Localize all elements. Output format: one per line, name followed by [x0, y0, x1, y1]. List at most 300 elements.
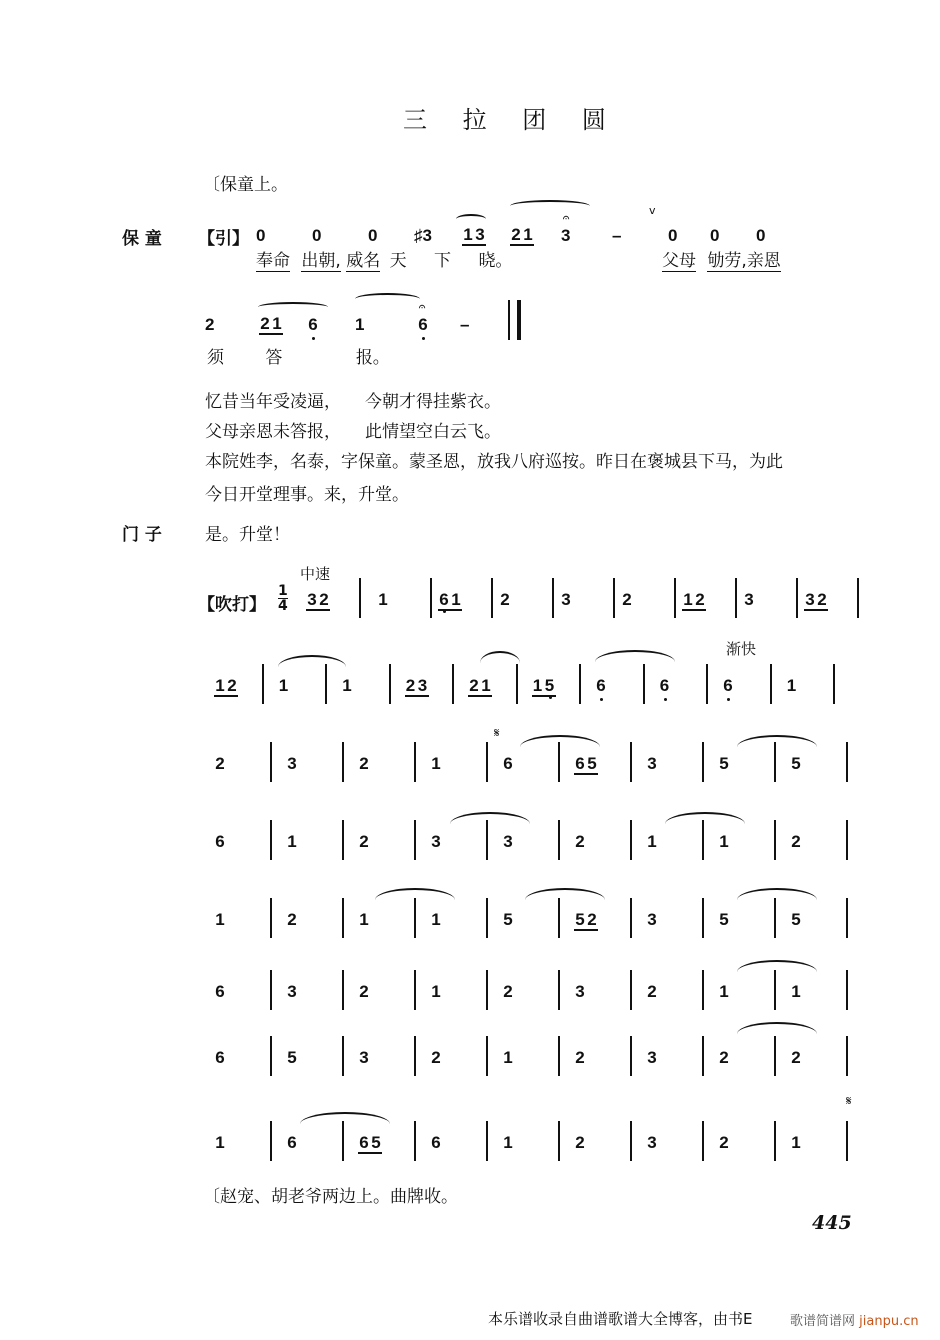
- barline: [706, 664, 708, 704]
- note: 1: [719, 982, 729, 1001]
- note: 1: [503, 1133, 513, 1152]
- note: 2: [359, 832, 369, 851]
- fermata-icon: 𝄐: [419, 301, 426, 313]
- slur: [595, 650, 675, 662]
- note: 5: [575, 910, 585, 929]
- note: 2: [791, 1048, 801, 1067]
- barline: [630, 898, 632, 938]
- measure: [502, 832, 514, 852]
- slur: [278, 655, 346, 667]
- note-cell: [574, 982, 586, 1001]
- note: 1: [272, 314, 282, 333]
- note-cell: [574, 1048, 586, 1067]
- barline: [846, 970, 848, 1010]
- note: 2: [205, 315, 215, 334]
- intro-tag: 【引】: [198, 229, 249, 249]
- footer-credit: 本乐谱收录自曲谱歌谱大全博客，由书E: [488, 1310, 753, 1328]
- measure: [358, 1133, 382, 1154]
- barline: [702, 820, 704, 860]
- note-cell: [743, 590, 755, 609]
- note: 6: [596, 676, 606, 695]
- note-cell: [214, 1133, 226, 1152]
- note-cell: [358, 910, 370, 929]
- fermata-icon: 𝄐: [563, 212, 570, 224]
- slur: [737, 888, 817, 900]
- barline: [389, 664, 391, 704]
- note-cell: [790, 1133, 802, 1152]
- note-group: [682, 591, 706, 611]
- barline: [702, 898, 704, 938]
- barline: [833, 664, 835, 704]
- note: 5: [791, 910, 801, 929]
- note: 3: [744, 590, 754, 609]
- note-group: [214, 677, 238, 697]
- note-cell: [646, 832, 658, 851]
- note: 0: [668, 226, 678, 245]
- note: 2: [227, 676, 237, 695]
- barline: [558, 970, 560, 1010]
- note: 1: [451, 590, 461, 609]
- tempo-change-marking: 渐快: [726, 640, 757, 658]
- note: 1: [523, 225, 533, 244]
- slur: [665, 812, 745, 824]
- barline: [342, 898, 344, 938]
- slur: [456, 214, 486, 224]
- measure: [718, 754, 730, 774]
- note-cell: [286, 910, 298, 929]
- note: 1: [463, 225, 473, 244]
- measure: [286, 832, 298, 852]
- note: 1: [215, 910, 225, 929]
- measure: [430, 910, 442, 930]
- note-cell: [502, 1133, 514, 1152]
- note-cell: [430, 982, 442, 1001]
- note-cell: [499, 590, 511, 609]
- note: 1: [278, 676, 289, 695]
- note: 2: [575, 832, 585, 851]
- barline: [702, 742, 704, 782]
- note-cell: [286, 1133, 298, 1152]
- score-row: [0, 676, 940, 726]
- note: –: [460, 315, 470, 334]
- slur: [375, 888, 455, 900]
- note: ♯3: [414, 226, 432, 245]
- lyrics-line-1b: [662, 246, 781, 271]
- note-cell: [621, 590, 633, 609]
- score-row: [0, 1133, 940, 1183]
- lyric: 亲恩: [746, 251, 781, 271]
- barline: [774, 742, 776, 782]
- barline: [643, 664, 645, 704]
- note-cell: [358, 832, 370, 851]
- note: 6: [431, 1133, 441, 1152]
- note: 3: [647, 754, 657, 773]
- verse-line: [205, 417, 501, 442]
- note: 2: [503, 982, 513, 1001]
- barline: [558, 898, 560, 938]
- page-title: 三 拉 团 圆: [403, 106, 620, 134]
- measure: [358, 754, 370, 774]
- barline: [414, 898, 416, 938]
- note-cell: [790, 832, 802, 851]
- note-cell: [718, 910, 730, 929]
- note-cell: [214, 832, 226, 851]
- note-cell: [341, 676, 353, 695]
- note: 2: [215, 754, 225, 773]
- note: 3: [287, 982, 297, 1001]
- note-cell: [790, 910, 802, 929]
- note-cell: [214, 754, 226, 773]
- barline: [270, 1036, 272, 1076]
- note: 1: [359, 910, 369, 929]
- barline: [579, 664, 581, 704]
- note-cell: [358, 982, 370, 1001]
- measure: [646, 832, 658, 852]
- note: 0: [756, 226, 766, 245]
- note: 5: [719, 754, 729, 773]
- note: 2: [719, 1133, 729, 1152]
- dialogue-line: 是。升堂！: [205, 525, 290, 545]
- note: 1: [431, 754, 441, 773]
- note-cell: [595, 676, 607, 695]
- barline: [486, 898, 488, 938]
- measure: [790, 754, 802, 774]
- barline: [359, 578, 361, 618]
- note-cell: [430, 1133, 442, 1152]
- lyric: 答: [265, 348, 283, 368]
- measure: [532, 676, 556, 697]
- slur: [258, 302, 328, 312]
- barline: [796, 578, 798, 618]
- note: 2: [319, 590, 329, 609]
- barline: [342, 970, 344, 1010]
- barline: [270, 820, 272, 860]
- lyric: 报。: [355, 348, 390, 368]
- stage-direction: 〔赵宠、胡老爷两边上。曲牌收。: [203, 1187, 458, 1207]
- barline: [674, 578, 676, 618]
- measure: [646, 1133, 658, 1153]
- note: 6 𝄐: [418, 301, 428, 334]
- measure: [502, 1133, 514, 1153]
- role-name: 门 子: [122, 525, 162, 545]
- verse-line: [205, 387, 501, 412]
- measure: [786, 676, 798, 696]
- note-cell: [790, 982, 802, 1001]
- measure: [405, 676, 429, 697]
- note: –: [612, 226, 622, 245]
- barline: [270, 1121, 272, 1161]
- note: 5: [719, 910, 729, 929]
- note-cell: [214, 910, 226, 929]
- measure: [502, 1048, 514, 1068]
- measure: [358, 832, 370, 852]
- measure: [358, 982, 370, 1002]
- watermark-site-url: jianpu.cn: [859, 1314, 919, 1329]
- lyrics-line-2: [207, 343, 390, 368]
- measure: [214, 982, 226, 1002]
- measure: [790, 910, 802, 930]
- barline: [414, 742, 416, 782]
- note-group: [259, 315, 283, 335]
- note: 1: [378, 590, 388, 609]
- note-group: [574, 755, 598, 775]
- note: 5: [371, 1133, 381, 1152]
- barline: [702, 970, 704, 1010]
- note: 3: [417, 676, 428, 695]
- barline: [558, 820, 560, 860]
- lyrics-line-1: [256, 246, 512, 271]
- verse-half: 父母亲恩未答报，: [205, 422, 341, 442]
- note: 1: [287, 832, 297, 851]
- breath-mark: v: [649, 204, 656, 217]
- score-row: [0, 590, 940, 640]
- note: 2: [500, 590, 510, 609]
- barline: [846, 1036, 848, 1076]
- measure: [286, 1133, 298, 1153]
- tempo-marking: 中速: [300, 565, 331, 583]
- measure: [430, 1048, 442, 1068]
- measure: [718, 982, 730, 1002]
- note-group: [804, 591, 828, 611]
- barline: [702, 1121, 704, 1161]
- note-cell: [646, 1133, 658, 1152]
- note: 3: [647, 1133, 657, 1152]
- note-cell: [560, 590, 572, 609]
- measure: [306, 590, 330, 611]
- note-cell: [286, 1048, 298, 1067]
- barline: [486, 1036, 488, 1076]
- measure: [595, 676, 607, 696]
- barline: [630, 1036, 632, 1076]
- barline: [270, 742, 272, 782]
- barline: [774, 820, 776, 860]
- note-cell: [718, 1133, 730, 1152]
- note-cell: [790, 1048, 802, 1067]
- lyric: 天: [389, 251, 407, 271]
- note-cell: [646, 982, 658, 1001]
- slur: [510, 200, 590, 212]
- note-cell: [502, 754, 514, 773]
- note: 6: [215, 982, 225, 1001]
- note-cell: [502, 832, 514, 851]
- note-cell: [718, 1048, 730, 1067]
- note: 1: [342, 676, 352, 695]
- barline: [702, 1036, 704, 1076]
- note-cell: [718, 832, 730, 851]
- note-cell: [430, 832, 442, 851]
- note-group: [532, 677, 556, 697]
- measure: [718, 1133, 730, 1153]
- note: 2: [431, 1048, 441, 1067]
- measure: [468, 676, 492, 697]
- note: 5: [503, 910, 513, 929]
- measure: [646, 754, 658, 774]
- note: 0: [710, 226, 720, 245]
- measure: [659, 676, 671, 696]
- note-cell: [430, 910, 442, 929]
- note: 6: [359, 1133, 369, 1152]
- measure: [430, 754, 442, 774]
- measure: [502, 910, 514, 930]
- barline: [414, 970, 416, 1010]
- note: 0: [312, 226, 322, 245]
- note-cell: [430, 754, 442, 773]
- note: 2: [260, 314, 270, 333]
- note: 3: [647, 1048, 657, 1067]
- measure: [718, 910, 730, 930]
- note-cell: [718, 982, 730, 1001]
- lyric: 下: [434, 251, 452, 271]
- barline: [342, 820, 344, 860]
- measure: [560, 590, 572, 610]
- note-cell: [786, 676, 798, 695]
- slur: [480, 651, 520, 663]
- barline: [558, 742, 560, 782]
- note-cell: [659, 676, 671, 695]
- note: 3: [431, 832, 441, 851]
- note: 3: [647, 910, 657, 929]
- measure: [502, 754, 514, 774]
- final-barline: [508, 300, 521, 340]
- barline: [486, 820, 488, 860]
- barline: [552, 578, 554, 618]
- note: 3: [359, 1048, 369, 1067]
- note-cell: [214, 1048, 226, 1067]
- note: 1: [355, 315, 365, 334]
- note-group: [405, 677, 429, 697]
- measure: [722, 676, 734, 696]
- barline: [342, 1121, 344, 1161]
- segno-sign: 𝄋: [846, 1094, 852, 1109]
- barline: [486, 970, 488, 1010]
- measure: [790, 1048, 802, 1068]
- barline: [846, 898, 848, 938]
- barline: [270, 898, 272, 938]
- note: 6: [723, 676, 733, 695]
- measure: [286, 754, 298, 774]
- measure: [430, 832, 442, 852]
- barline: [630, 1121, 632, 1161]
- measure: [358, 1048, 370, 1068]
- barline: [516, 664, 518, 704]
- time-sig-bottom: 4: [278, 598, 288, 614]
- barline: [486, 1121, 488, 1161]
- note-cell: [286, 982, 298, 1001]
- note: 2: [791, 832, 801, 851]
- measure: [574, 982, 586, 1002]
- measure: [646, 982, 658, 1002]
- barline: [846, 742, 848, 782]
- note-cell: [646, 910, 658, 929]
- measure: [621, 590, 633, 610]
- note-cell: [214, 982, 226, 1001]
- measure: [438, 590, 462, 611]
- speech-line: 本院姓李，名泰，字保童。蒙圣恩，放我八府巡按。昨日在褒城县下马，为此: [205, 452, 783, 472]
- lyric: 出朝,: [301, 251, 341, 271]
- measure: [341, 676, 353, 696]
- note: 2: [647, 982, 657, 1001]
- measure: [214, 754, 226, 774]
- barline: [491, 578, 493, 618]
- note-cell: [358, 754, 370, 773]
- barline: [774, 1121, 776, 1161]
- note: 2: [287, 910, 297, 929]
- slur: [737, 735, 817, 747]
- barline: [857, 578, 859, 618]
- note: 1: [532, 676, 543, 695]
- note: 2: [817, 590, 827, 609]
- slur: [355, 293, 420, 305]
- note-cell: [646, 1048, 658, 1067]
- role-name: 保 童: [122, 229, 162, 249]
- note: 6: [575, 754, 585, 773]
- measure: [574, 754, 598, 775]
- slur: [450, 812, 530, 824]
- verse-half: 忆昔当年受凌逼，: [205, 392, 341, 412]
- note-cell: [646, 754, 658, 773]
- barline: [270, 970, 272, 1010]
- measure: [214, 1048, 226, 1068]
- slur: [737, 960, 817, 972]
- slur: [520, 735, 600, 747]
- note-cell: [790, 754, 802, 773]
- barline: [342, 1036, 344, 1076]
- measure: [790, 982, 802, 1002]
- note: 1: [791, 1133, 801, 1152]
- speech-line: 今日开堂理事。来，升堂。: [205, 485, 409, 505]
- note: 5: [587, 754, 597, 773]
- note-cell: [502, 1048, 514, 1067]
- note: 1: [431, 982, 441, 1001]
- note: 3: [287, 754, 297, 773]
- note-cell: [377, 590, 389, 609]
- barline: [774, 1036, 776, 1076]
- note: 2: [695, 590, 705, 609]
- score-row: [0, 910, 940, 960]
- measure: [214, 1133, 226, 1153]
- note-group: [510, 226, 534, 246]
- note: 1: [215, 676, 225, 695]
- watermark-site-name: 歌谱简谱网: [790, 1314, 856, 1329]
- barline: [846, 1121, 848, 1161]
- note: 1: [786, 676, 797, 695]
- note-group: [358, 1134, 382, 1154]
- note-cell: [278, 676, 290, 695]
- slur: [300, 1112, 390, 1124]
- note: 5: [791, 754, 801, 773]
- barline: [414, 1036, 416, 1076]
- note: 6: [659, 676, 670, 695]
- note-group: [438, 591, 462, 611]
- note-cell: [286, 832, 298, 851]
- barline: [430, 578, 432, 618]
- note: 1: [719, 832, 729, 851]
- barline: [486, 742, 488, 782]
- measure: [286, 982, 298, 1002]
- stage-direction: 〔保童上。: [203, 175, 288, 195]
- note-cell: [502, 910, 514, 929]
- note-group: [306, 591, 330, 611]
- measure: [214, 676, 238, 697]
- barline: [325, 664, 327, 704]
- note-group: [462, 226, 486, 246]
- note: 2: [575, 1133, 585, 1152]
- note: 1: [503, 1048, 513, 1067]
- intro-notes-line-1: [256, 212, 816, 248]
- score-row: [0, 1048, 940, 1098]
- measure: [790, 1133, 802, 1153]
- barline: [558, 1121, 560, 1161]
